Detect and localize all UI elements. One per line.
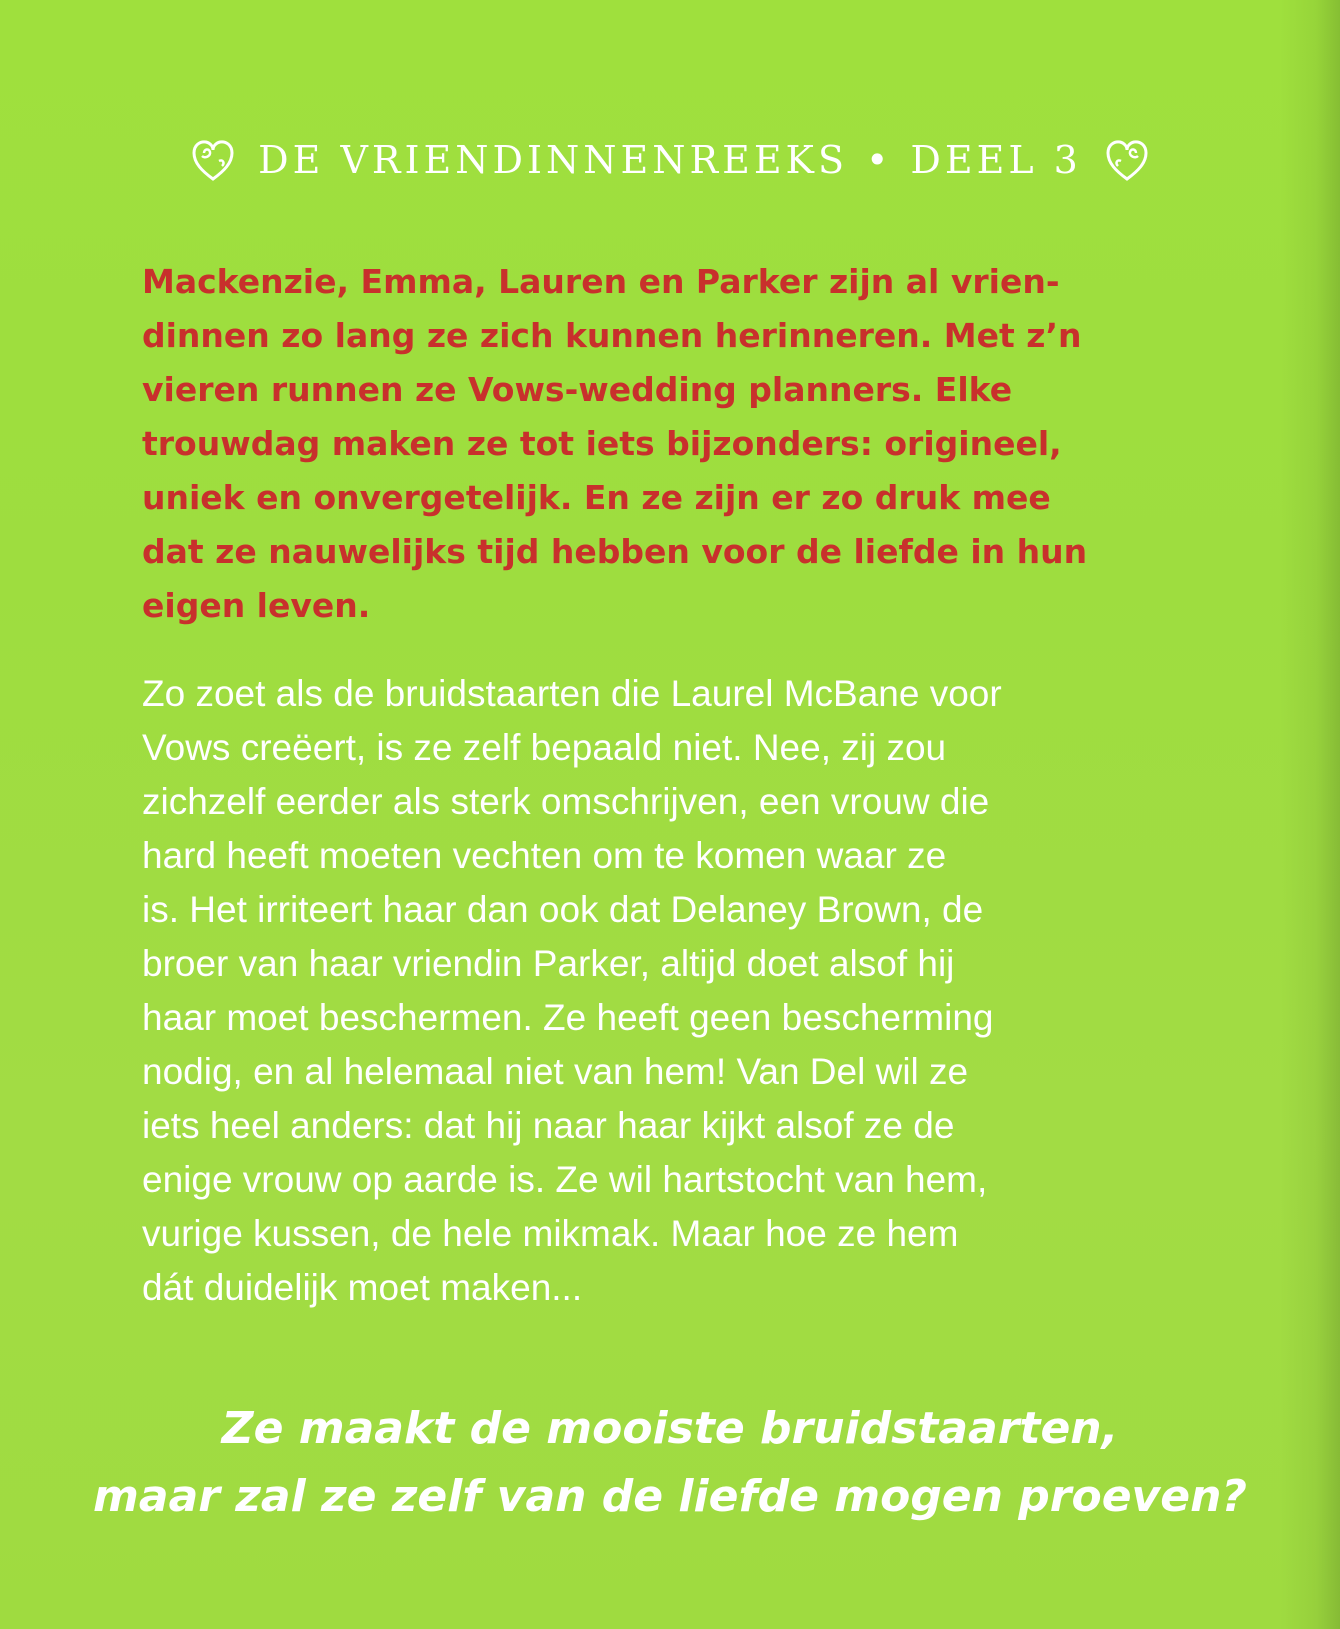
volume-label: DEEL 3 [910,138,1082,182]
series-header [0,130,1340,190]
heart-swirl-icon [1104,135,1150,185]
heart-swirl-icon [190,135,236,185]
page-edge-shadow [1280,0,1340,1629]
header-separator: • [865,138,893,182]
description-paragraph: Zo zoet als de bruidstaarten die Laurel McBane voor Vows creëert, is ze zelf bepaald niet. Nee, zij zou zichzelf eerder als sterk omschrijven, een vrouw die hard heeft moeten vechten om te komen waar ze is. Het irriteert haar dan ook dat Delaney Brown, de broer van haar vriendin Parker, altijd doet alsof hij haar moet beschermen. Ze heeft geen bescherming nodig, en al helemaal niet van hem! Van Del wil ze iets heel anders: dat hij naar haar kijkt alsof ze de enige vrouw op aarde is. Ze wil hartstocht van hem, vurige kussen, de hele mikmak. Maar hoe ze hem dát duidelijk moet maken... [142,673,1002,1308]
series-title: DE VRIENDINNENREEKS [258,138,848,182]
tagline: Ze maakt de mooiste bruidstaarten, maar zal ze zelf van de liefde mogen proeven? [93,1403,1247,1522]
intro-paragraph: Mackenzie, Emma, Lauren en Parker zijn al vrien- dinnen zo lang ze zich kunnen herinneren. Met z’n vieren runnen ze Vows-wedding planners. Elke trouwdag maken ze tot iets bijzonders: origineel, uniek en onvergetelijk. En ze zijn er zo druk mee dat ze nauwelijks tijd hebben voor de liefde in hun eigen leven. [142,262,1088,625]
